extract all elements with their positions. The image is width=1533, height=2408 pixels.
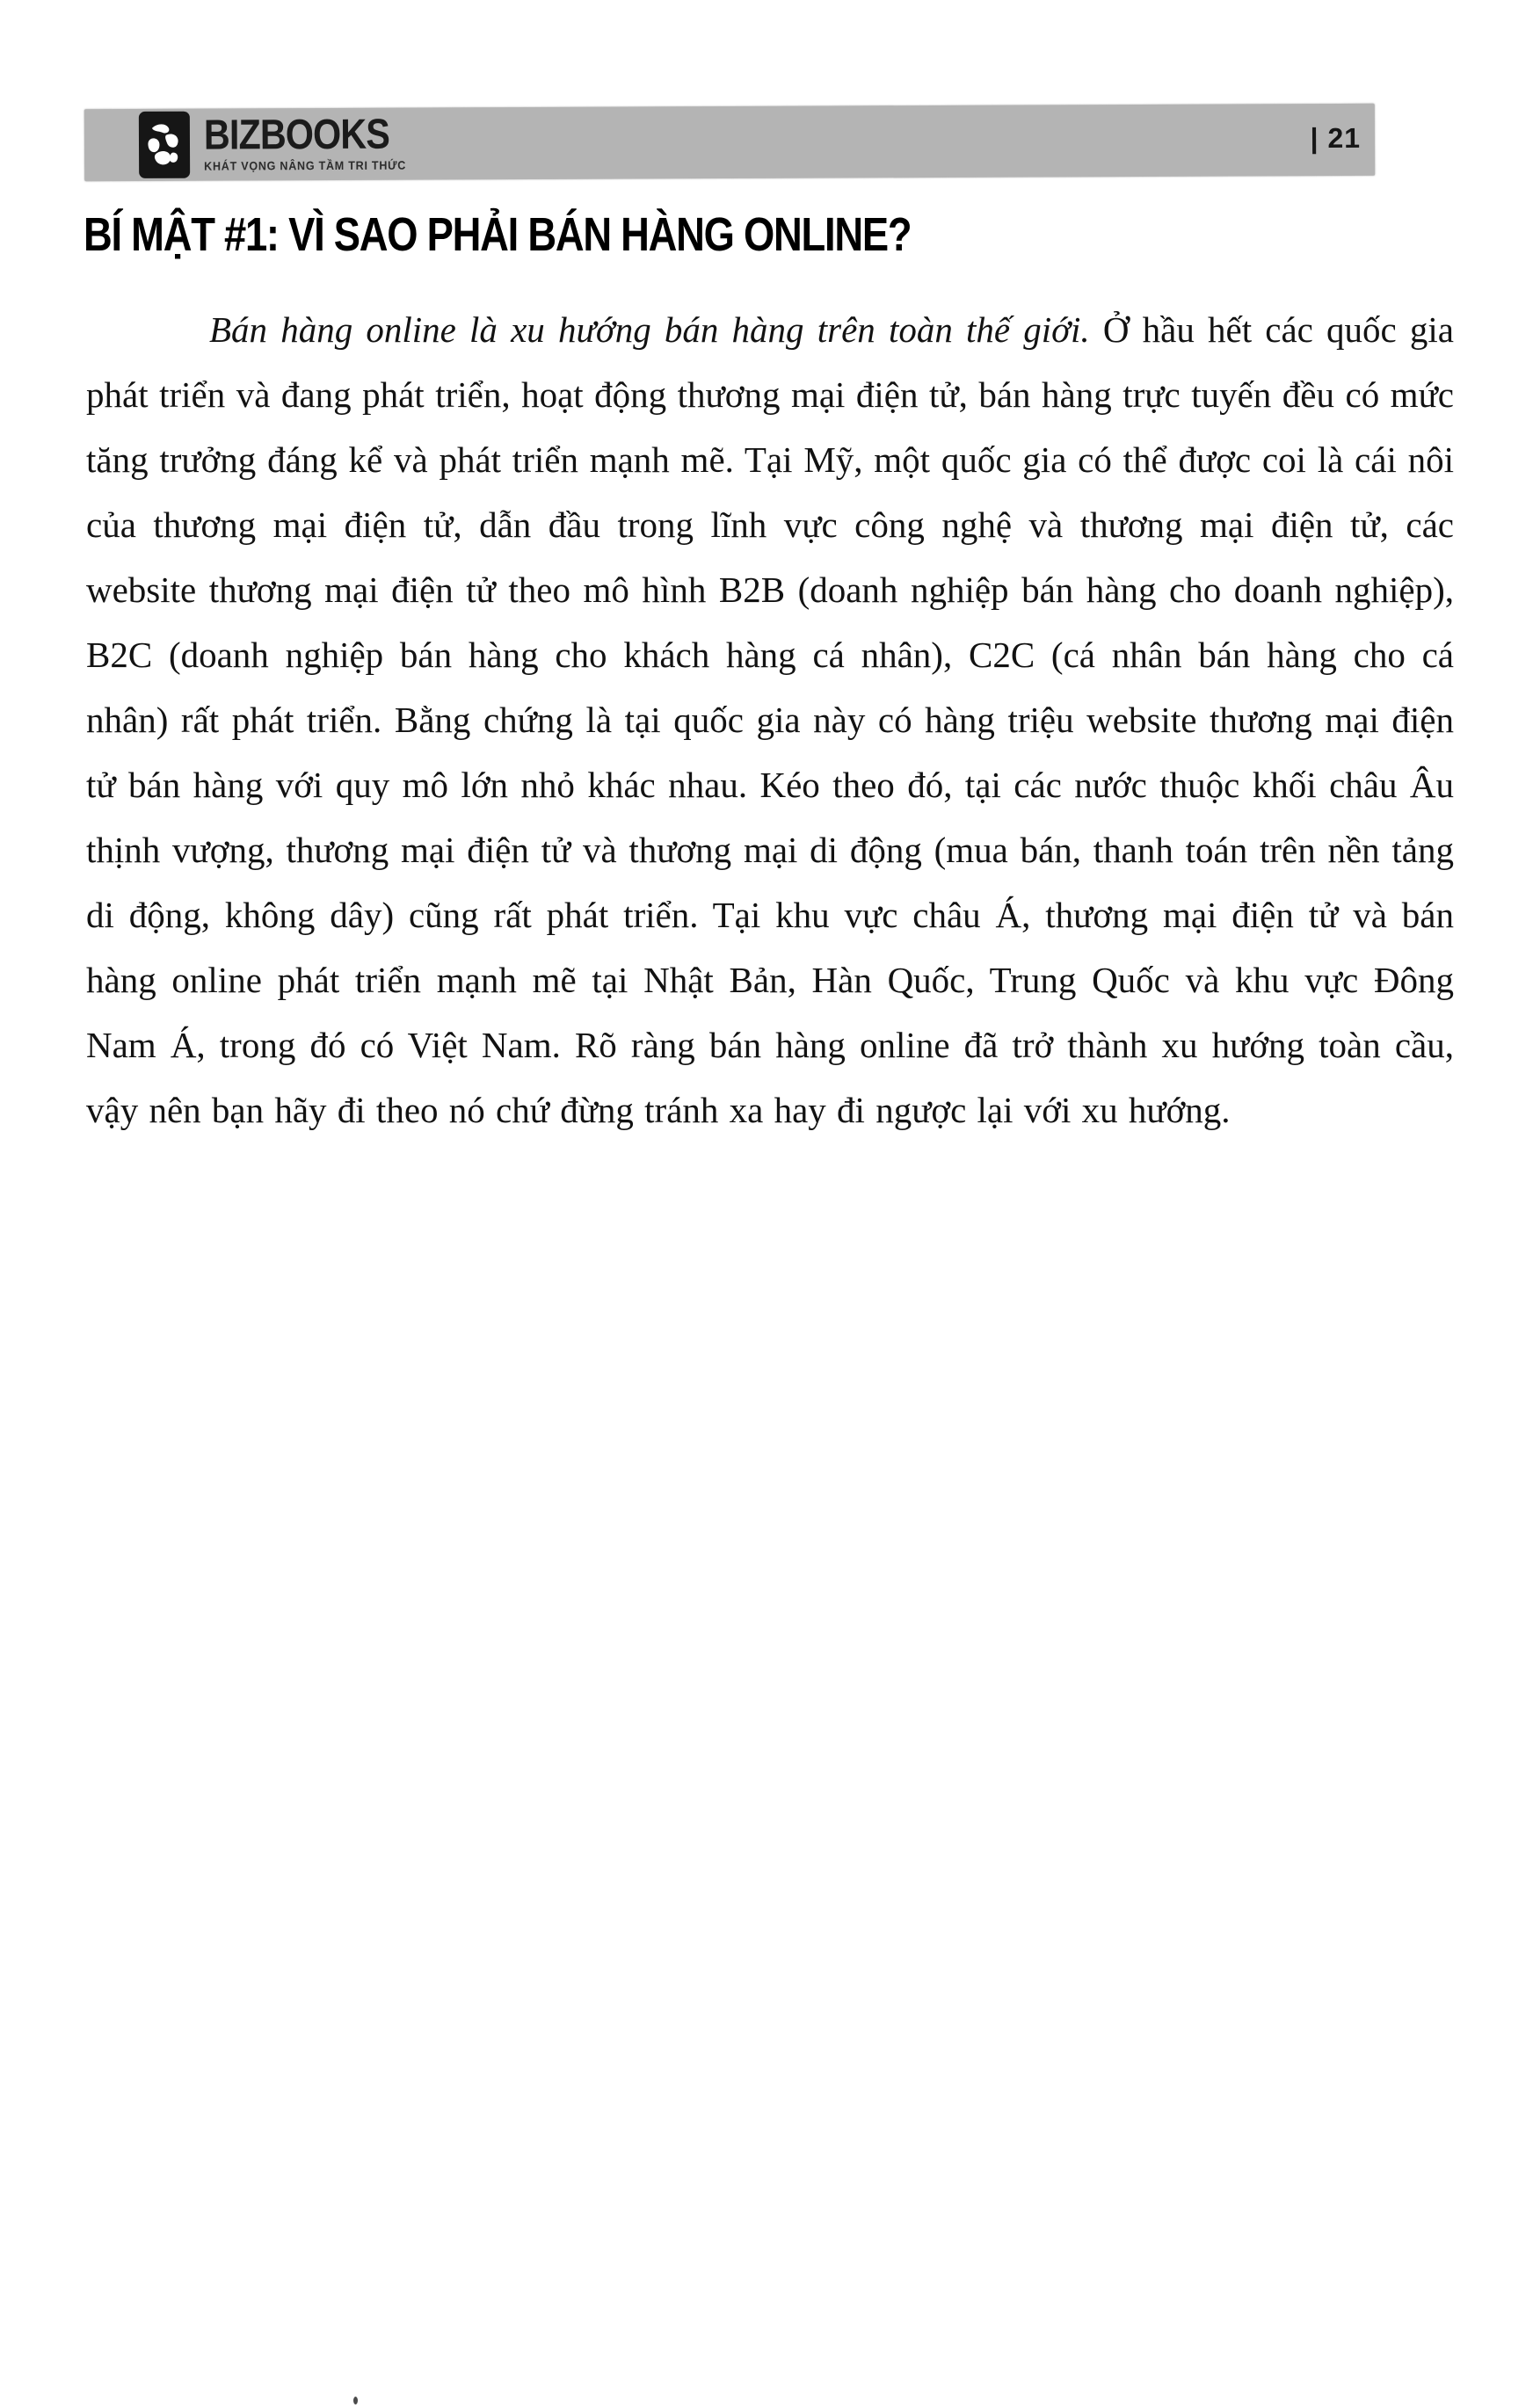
lead-sentence-italic: Bán hàng online là xu hướng bán hàng trên toàn thế giới. [209,309,1090,350]
bizbooks-logo-text [204,111,422,173]
publisher-header-band [84,104,1375,181]
paragraph-text: Ở hầu hết các quốc gia phát triển và đang phát triển, hoạt động thương mại điện tử, bán hàng trực tuyến đều có mức tăng trưởng đáng kể và phát triển mạnh mẽ. Tại Mỹ, một quốc gia có thể được coi là cái nôi của thương mại điện tử, dẫn đầu trong lĩnh vực công nghệ và thương mại điện tử, các website thương mại điện tử theo mô hình B2B (doanh nghiệp bán hàng cho doanh nghiệp), B2C (doanh nghiệp bán hàng cho khách hàng cá nhân), C2C (cá nhân bán hàng cho cá nhân) rất phát triển. Bằng chứng là tại quốc gia này có hàng triệu website thương mại điện tử bán hàng với quy mô lớn nhỏ khác nhau. Kéo theo đó, tại các nước thuộc khối châu Âu thịnh vượng, thương mại điện tử và thương mại di động (mua bán, thanh toán trên nền tảng di động, không dây) cũng rất phát triển. Tại khu vực châu Á, thương mại điện tử và bán hàng online phát triển mạnh mẽ tại Nhật Bản, Hàn Quốc, Trung Quốc và khu vực Đông Nam Á, trong đó có Việt Nam. Rõ ràng bán hàng online đã trở thành xu hướng toàn cầu, vậy nên bạn hãy đi theo nó chứ đừng tránh xa hay đi ngược lại với xu hướng. [86,309,1454,1130]
bizbooks-logo [139,111,422,178]
brand-tagline: KHÁT VỌNG NÂNG TẦM TRI THỨC [204,158,407,173]
page-number: | 21 [1310,121,1362,155]
brand-name: BIZBOOKS [203,111,390,159]
bizbooks-logo-icon [139,112,190,178]
chapter-title: BÍ MẬT #1: VÌ SAO PHẢI BÁN HÀNG ONLINE? [84,208,912,261]
scan-speck [353,2397,358,2404]
body-paragraph [86,297,1454,1142]
